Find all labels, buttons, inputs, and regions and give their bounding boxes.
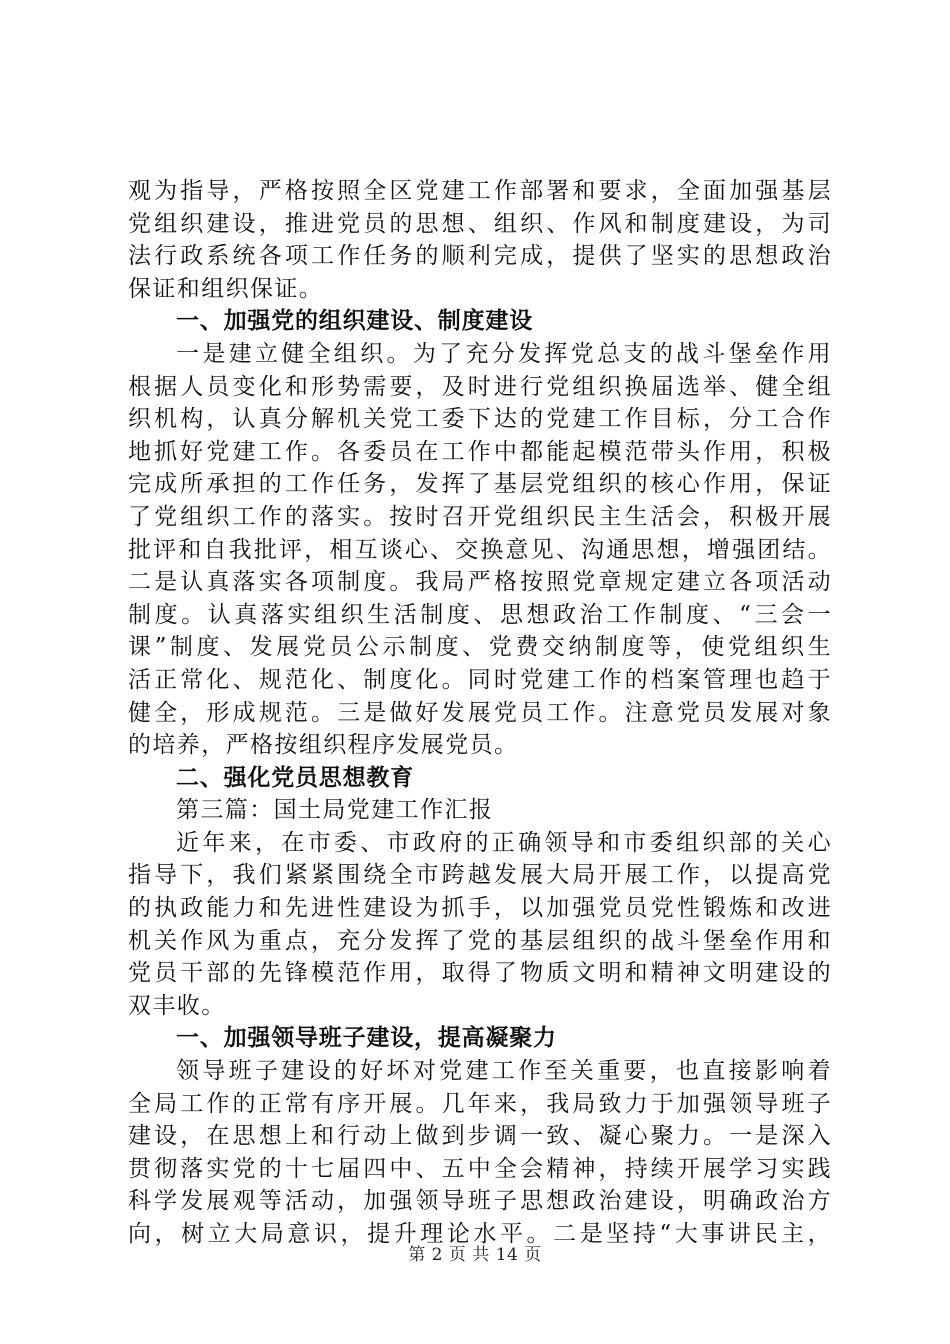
text-line: 二是认真落实各项制度。我局严格按照党章规定建立各项活动	[128, 569, 832, 596]
section-heading: 二、强化党员思想教育	[176, 764, 414, 791]
paragraph-start-line: 一是建立健全组织。为了充分发挥党总支的战斗堡垒作用	[176, 340, 832, 367]
text-line: 全局工作的正常有序开展。几年来，我局致力于加强领导班子	[128, 1090, 832, 1117]
text-line: 课”制度、发展党员公示制度、党费交纳制度等，使党组织生	[128, 634, 832, 661]
paragraph-start-line: 近年来，在市委、市政府的正确领导和市委组织部的关心	[176, 829, 832, 856]
paragraph-start-line: 领导班子建设的好坏对党建工作至关重要，也直接影响着	[176, 1058, 832, 1085]
text-line: 批评和自我批评，相互谈心、交换意见、沟通思想，增强团结。	[128, 536, 832, 563]
text-line: 活正常化、规范化、制度化。同时党建工作的档案管理也趋于	[128, 666, 832, 693]
section-heading: 一、加强领导班子建设，提高凝聚力	[176, 1025, 557, 1052]
page-footer: 第 2 页 共 14 页	[408, 1245, 542, 1265]
text-line: 党员干部的先锋模范作用，取得了物质文明和精神文明建设的	[128, 960, 832, 987]
section-heading: 一、加强党的组织建设、制度建设	[176, 308, 533, 335]
paragraph-end-line: 的培养，严格按组织程序发展党员。	[128, 732, 519, 759]
text-line: 向，树立大局意识，提升理论水平。二是坚持“大事讲民主，	[128, 1221, 832, 1247]
text-line: 的执政能力和先进性建设为抓手，以加强党员党性锻炼和改进	[128, 895, 832, 922]
text-line: 科学发展观等活动，加强领导班子思想政治建设，明确政治方	[128, 1188, 832, 1215]
text-line: 观为指导，严格按照全区党建工作部署和要求，全面加强基层	[128, 178, 832, 204]
text-line: 健全，形成规范。三是做好发展党员工作。注意党员发展对象	[128, 699, 832, 726]
text-line: 机关作风为重点，充分发挥了党的基层组织的战斗堡垒作用和	[128, 927, 832, 954]
text-line: 根据人员变化和形势需要，及时进行党组织换届选举、健全组	[128, 373, 832, 400]
text-line: 法行政系统各项工作任务的顺利完成，提供了坚实的思想政治	[128, 243, 832, 270]
text-line: 建设，在思想上和行动上做到步调一致、凝心聚力。一是深入	[128, 1123, 832, 1150]
text-line: 制度。认真落实组织生活制度、思想政治工作制度、“三会一	[128, 601, 832, 628]
text-line: 指导下，我们紧紧围绕全市跨越发展大局开展工作，以提高党	[128, 862, 832, 889]
chapter-title-line: 第三篇：国土局党建工作汇报	[176, 797, 494, 824]
paragraph-end-line: 双丰收。	[128, 992, 226, 1019]
paragraph-end-line: 保证和组织保证。	[128, 275, 324, 302]
text-line: 完成所承担的工作任务，发挥了基层党组织的核心作用，保证	[128, 471, 832, 498]
text-line: 了党组织工作的落实。按时召开党组织民主生活会，积极开展	[128, 503, 832, 530]
text-line: 贯彻落实党的十七届四中、五中全会精神，持续开展学习实践	[128, 1155, 832, 1182]
document-body	[128, 175, 832, 1251]
text-line: 织机构，认真分解机关党工委下达的党建工作目标，分工合作	[128, 406, 832, 433]
text-line: 地抓好党建工作。各委员在工作中都能起模范带头作用，积极	[128, 438, 832, 465]
text-line: 党组织建设，推进党员的思想、组织、作风和制度建设，为司	[128, 210, 832, 237]
